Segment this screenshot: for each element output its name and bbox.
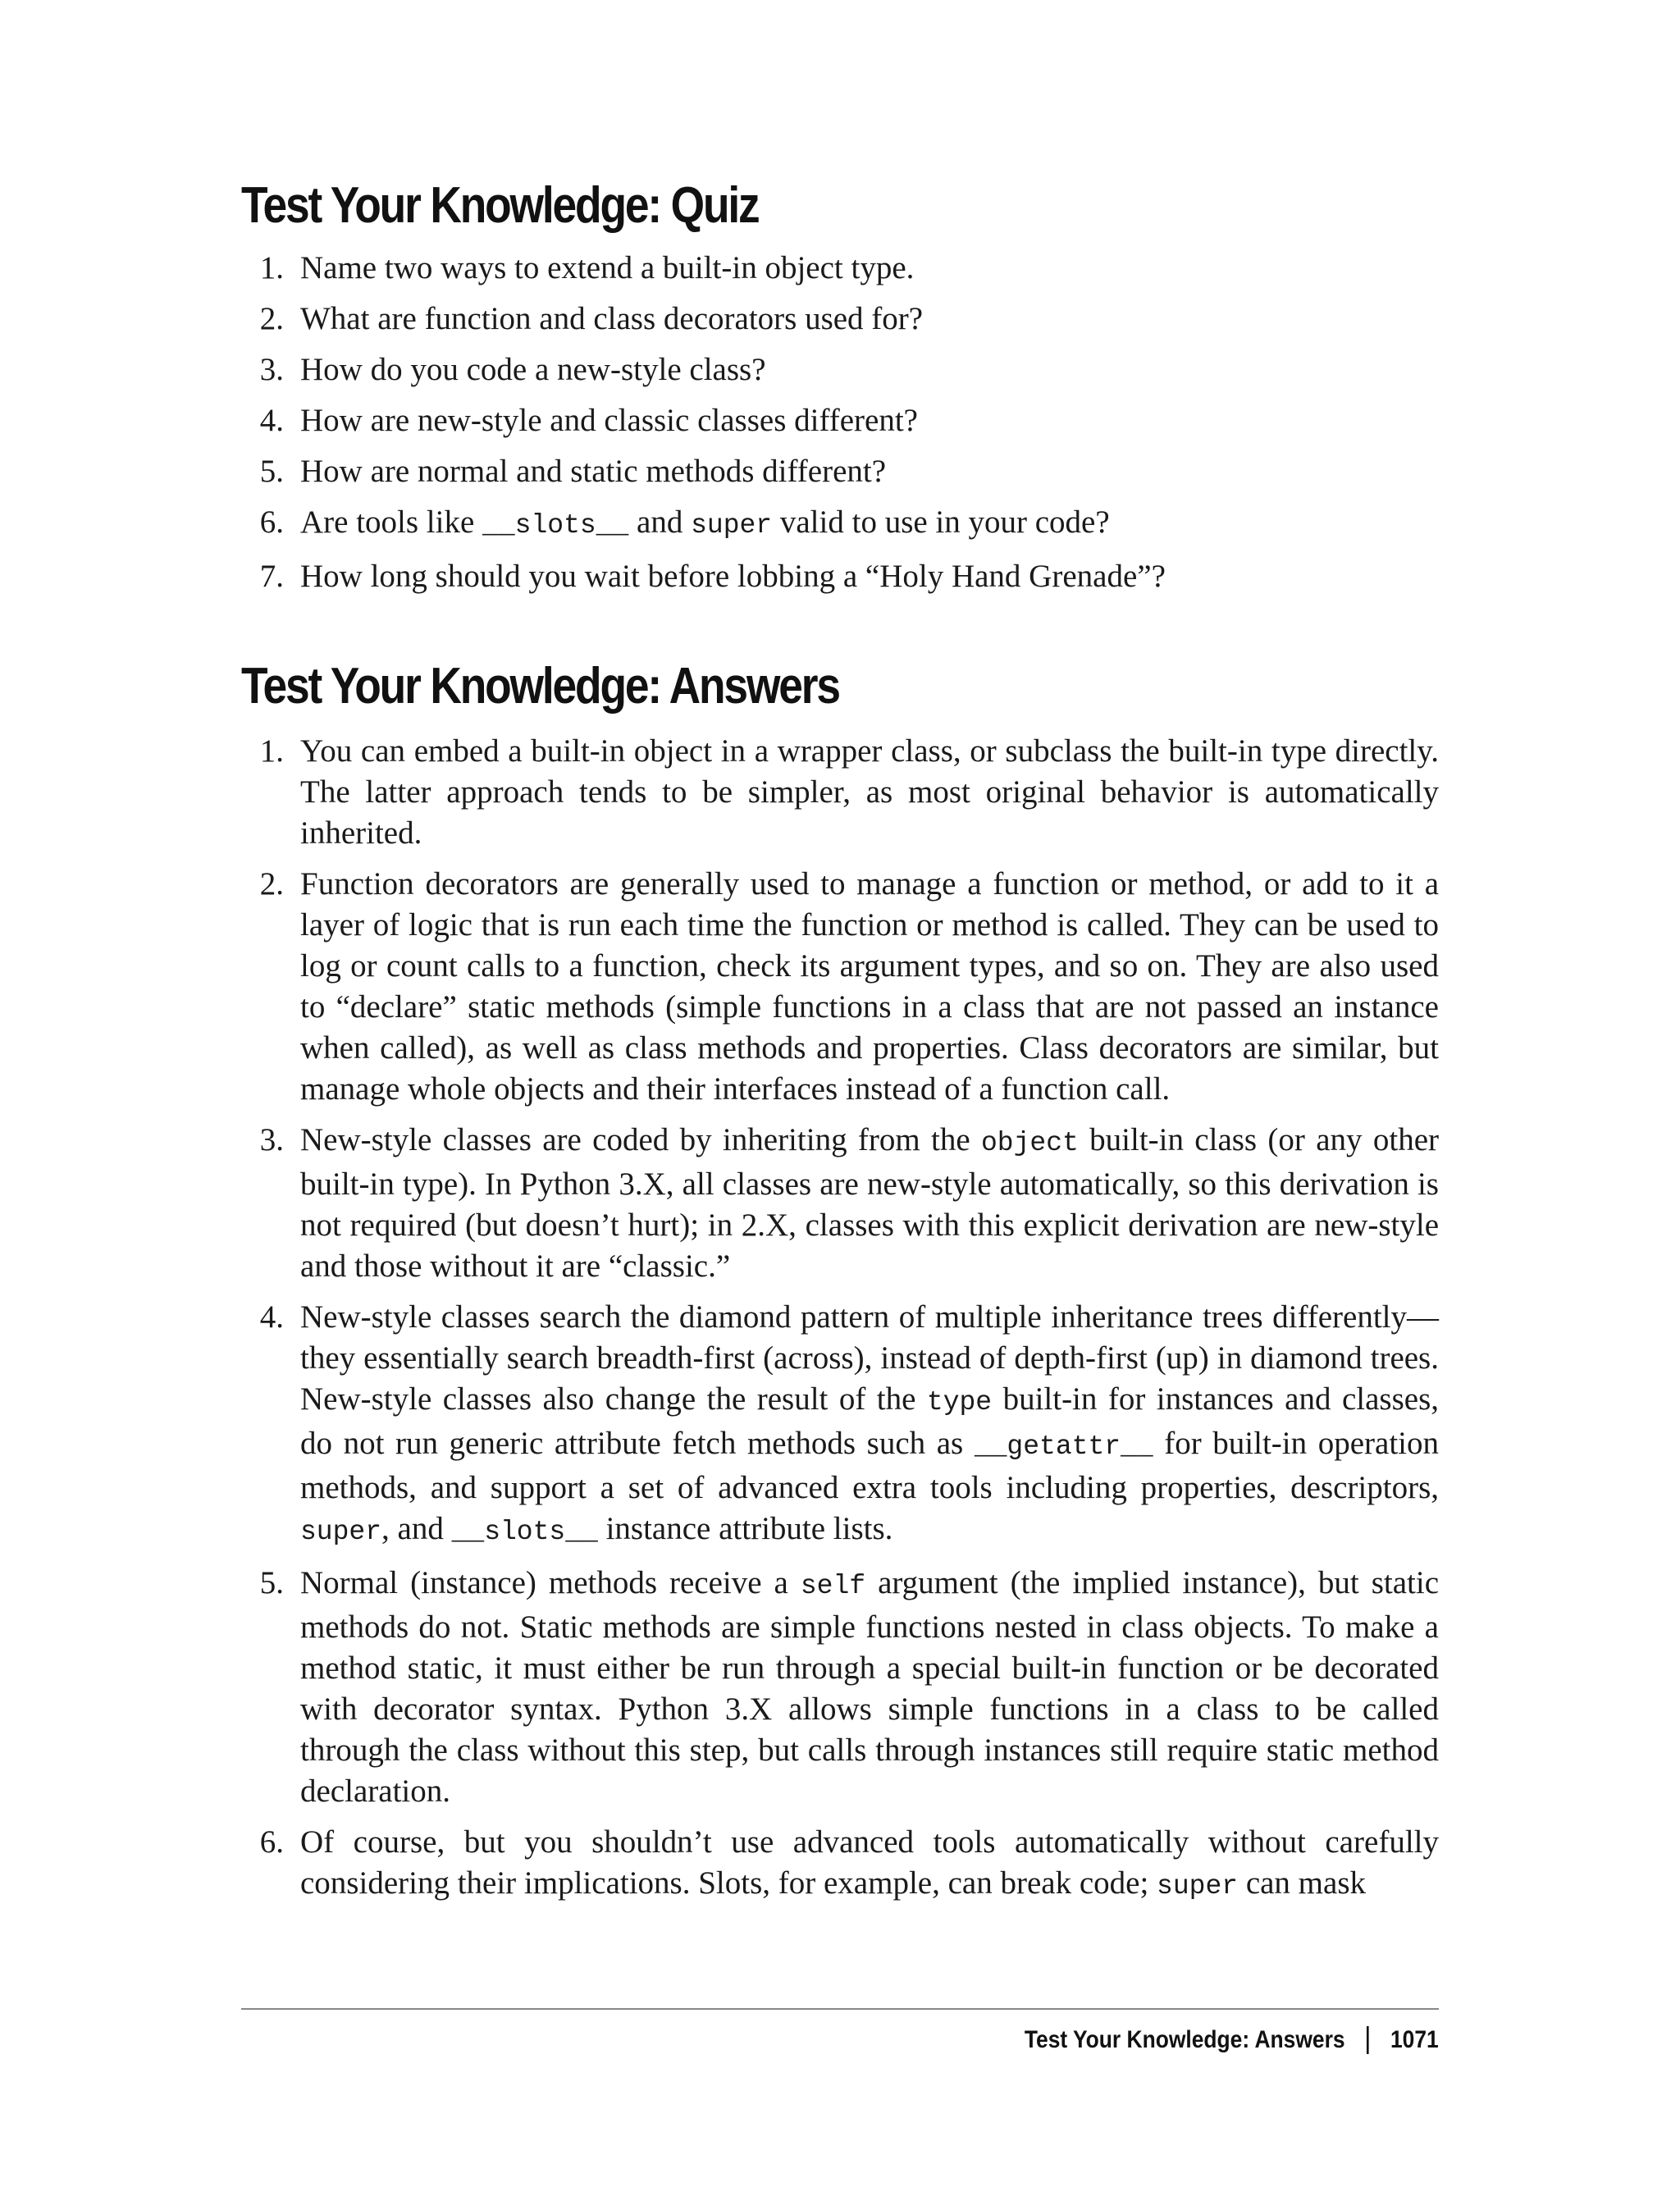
text-run: How do you code a new-style class? <box>300 352 766 388</box>
text-run: New-style classes search the diamond pattern of multiple inheritance trees differently—they essentially search breadth-first (across), instead of depth-first (up) in diamond trees. New-style classes also change the result of the <box>300 1299 1439 1417</box>
item-number: 3. <box>259 1121 284 1157</box>
answer-item <box>241 1297 1439 1553</box>
text-run: Of course, but you shouldn’t use advanced tools automatically without carefully considering their implications. Slots, for example, can break code; <box>300 1824 1439 1901</box>
text-run: built-in class (or any other built-in type). In Python 3.X, all classes are new-style automatically, so this derivation is not required (but doesn’t hurt); in 2.X, classes with this explicit derivation are new-style and those without it are “classic.” <box>300 1121 1440 1284</box>
inline-code: super <box>1157 1870 1239 1901</box>
text-run: Function decorators are generally used to manage a function or method, or add to it a layer of logic that is run each time the function or method is called. They can be used to log or count calls to a function, check its argument types, and so on. They are also used to “declare” static methods (simple functions in a class that are not passed an instance when called), as well as class methods and properties. Class decorators are similar, but manage whole objects and their interfaces instead of a function call. <box>300 865 1439 1107</box>
item-text <box>300 504 1110 540</box>
footer-rule <box>241 2008 1439 2010</box>
answer-item <box>241 731 1439 854</box>
inline-code: __slots__ <box>482 510 629 541</box>
item-text <box>300 250 914 285</box>
item-text <box>300 352 766 387</box>
item-number: 3. <box>259 352 284 388</box>
text-run: argument (the implied instance), but static methods do not. Static methods are simple functions nested in class objects. To make a method static, it must either be run through a special built-in function or be decorated with decorator syntax. Python 3.X allows simple functions in a class to be called through the class without this step, but calls through instances still require static method declaration. <box>300 1564 1440 1809</box>
item-number: 4. <box>259 403 284 439</box>
text-run: built-in for instances and classes, do not run generic attribute fetch methods such as <box>300 1381 1439 1461</box>
item-number: 6. <box>259 1824 284 1860</box>
item-text <box>300 1565 1439 1809</box>
quiz-list <box>241 243 1439 602</box>
quiz-question <box>241 294 1439 345</box>
running-footer <box>1025 2026 1439 2054</box>
inline-code: super <box>691 510 773 541</box>
quiz-question <box>241 551 1439 602</box>
answers-heading: Test Your Knowledge: Answers <box>241 658 839 715</box>
text-run: Are tools like <box>300 504 483 541</box>
text-run: Name two ways to extend a built-in object type. <box>300 250 915 286</box>
inline-code: object <box>981 1127 1079 1158</box>
quiz-question <box>241 243 1439 294</box>
page-content <box>241 176 1439 1917</box>
quiz-question <box>241 345 1439 395</box>
quiz-question <box>241 446 1439 497</box>
text-run: instance attribute lists. <box>597 1510 893 1546</box>
inline-code: super <box>300 1516 382 1547</box>
text-run: can mask <box>1238 1865 1367 1901</box>
quiz-question <box>241 395 1439 446</box>
inline-code: type <box>926 1386 993 1418</box>
text-run: You can embed a built-in object in a wrapper class, or subclass the built-in type directly. The latter approach tends to be simpler, as most original behavior is automatically inherited. <box>300 733 1439 851</box>
item-text <box>300 403 918 438</box>
quiz-question <box>241 497 1439 551</box>
item-text <box>300 301 923 336</box>
item-number: 5. <box>259 454 284 490</box>
inline-code: self <box>800 1570 866 1601</box>
item-text <box>300 559 1166 594</box>
item-number: 1. <box>259 733 284 769</box>
text-run: Normal (instance) methods receive a <box>300 1564 801 1600</box>
item-text <box>300 733 1439 851</box>
item-number: 2. <box>259 301 284 337</box>
page-number: 1071 <box>1390 2026 1439 2053</box>
text-run: and <box>628 504 692 541</box>
item-text <box>300 866 1439 1107</box>
answer-item <box>241 1822 1439 1907</box>
inline-code: __slots__ <box>451 1516 598 1547</box>
answers-list <box>241 731 1439 1907</box>
text-run: for built-in operation methods, and support a set of advanced extra tools including properties, descriptors, <box>300 1425 1439 1505</box>
text-run: New-style classes are coded by inheriting from the <box>300 1121 981 1157</box>
item-number: 5. <box>259 1564 284 1600</box>
answer-item <box>241 1120 1439 1287</box>
text-run: valid to use in your code? <box>772 504 1110 541</box>
item-text <box>300 1299 1439 1546</box>
text-run: , and <box>381 1510 452 1546</box>
item-number: 1. <box>259 250 284 286</box>
text-run: What are function and class decorators used for? <box>300 301 924 337</box>
item-text <box>300 1122 1439 1284</box>
item-number: 6. <box>259 504 284 541</box>
answer-item <box>241 1563 1439 1812</box>
item-number: 2. <box>259 865 284 902</box>
text-run: How long should you wait before lobbing a “Holy Hand Grenade”? <box>300 559 1166 595</box>
item-text <box>300 1824 1439 1901</box>
inline-code: __getattr__ <box>974 1431 1153 1462</box>
footer-section-title: Test Your Knowledge: Answers <box>1025 2026 1345 2053</box>
quiz-heading: Test Your Knowledge: Quiz <box>241 177 759 234</box>
text-run: How are new-style and classic classes different? <box>300 403 918 439</box>
answer-item <box>241 864 1439 1110</box>
item-text <box>300 454 886 489</box>
item-number: 7. <box>259 559 284 595</box>
item-number: 4. <box>259 1299 284 1335</box>
footer-separator <box>1367 2026 1369 2054</box>
text-run: How are normal and static methods different? <box>300 454 887 490</box>
